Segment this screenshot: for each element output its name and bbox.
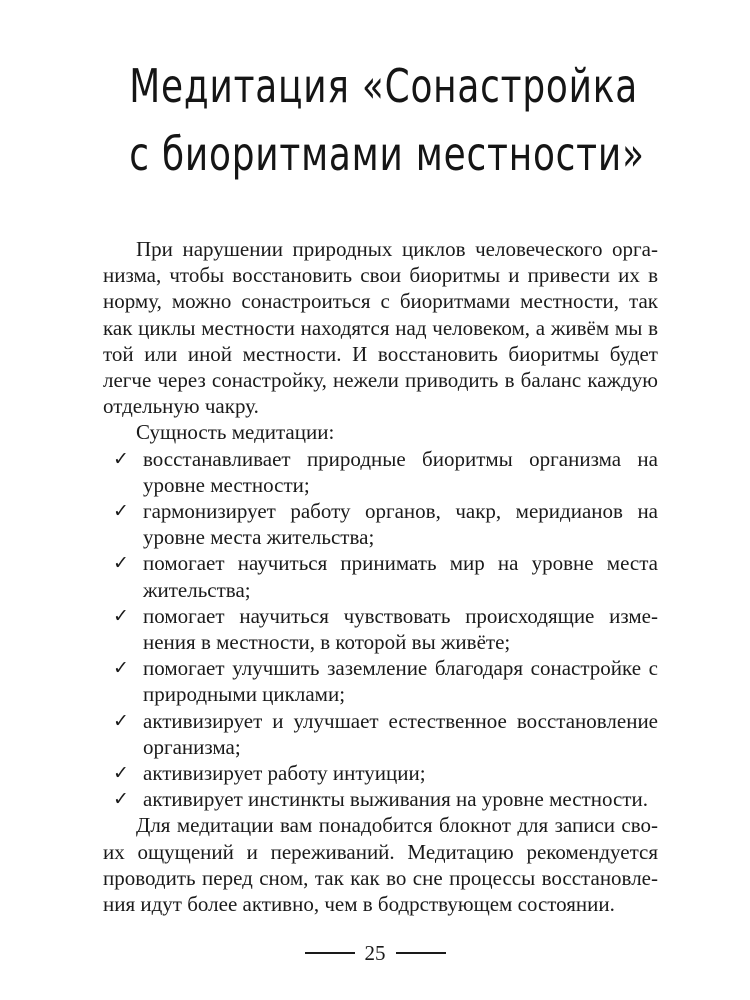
closing-paragraph: Для медитации вам понадобится блокнот для записи своих ощущений и переживаний. Медитацию рекомендуется проводить перед сном, так как во сне процессы восстановления идут более активно, чем в бодрствующем состоянии. (103, 813, 658, 917)
list-item-text: активизирует работу интуиции; (143, 761, 426, 786)
list-item (103, 786, 658, 812)
chapter-title (60, 52, 690, 188)
checkmark-icon: ✓ (113, 604, 129, 627)
list-item (103, 550, 658, 602)
list-item (103, 446, 658, 498)
list-item-text: помогает научиться чувствовать происходящие изменения в местности, в которой вы живёте; (143, 603, 658, 655)
page-footer (0, 941, 750, 965)
meditation-benefits-list (103, 446, 658, 813)
footer-rule-left (305, 952, 355, 954)
list-item-text: помогает научиться принимать мир на уровне места жительства; (143, 551, 658, 602)
list-item (103, 708, 658, 760)
list-item (103, 760, 658, 786)
list-item-text: активирует инстинкты выживания на уровне местности. (143, 787, 648, 812)
chapter-title-line-2: с биоритмами местности» (129, 127, 645, 181)
list-item (103, 655, 658, 707)
intro-paragraph: При нарушении природных циклов человеческого организма, чтобы восстановить свои биоритмы и привести их в норму, можно сонастроиться с биоритмами местности, так как циклы местности находятся над человеком, а живём мы в той или иной местности. И восстановить биоритмы будет легче через сонастройку, нежели приводить в баланс каждую отдельную чакру. (103, 237, 658, 419)
checkmark-icon: ✓ (113, 657, 129, 680)
footer-rule-right (396, 952, 446, 954)
checkmark-icon: ✓ (113, 447, 129, 470)
chapter-title-line-1: Медитация «Сонастройка (129, 59, 638, 113)
list-item-text: гармонизирует работу органов, чакр, меридианов на уровне места жительства; (143, 499, 658, 550)
body-text (103, 236, 658, 917)
checkmark-icon: ✓ (113, 788, 129, 811)
checkmark-icon: ✓ (113, 762, 129, 785)
list-item-text: помогает улучшить заземление благодаря сонастройке с природными циклами; (143, 656, 658, 707)
list-lead: Сущность медитации: (136, 420, 335, 445)
list-item-text: активизирует и улучшает естественное восстановление организма; (143, 708, 658, 759)
list-item-text: восстанавливает природные биоритмы организма на уровне местности; (143, 446, 658, 497)
list-item (103, 498, 658, 550)
page-number: 25 (364, 941, 386, 965)
list-item (103, 603, 658, 655)
checkmark-icon: ✓ (113, 500, 129, 523)
checkmark-icon: ✓ (113, 709, 129, 732)
checkmark-icon: ✓ (113, 552, 129, 575)
